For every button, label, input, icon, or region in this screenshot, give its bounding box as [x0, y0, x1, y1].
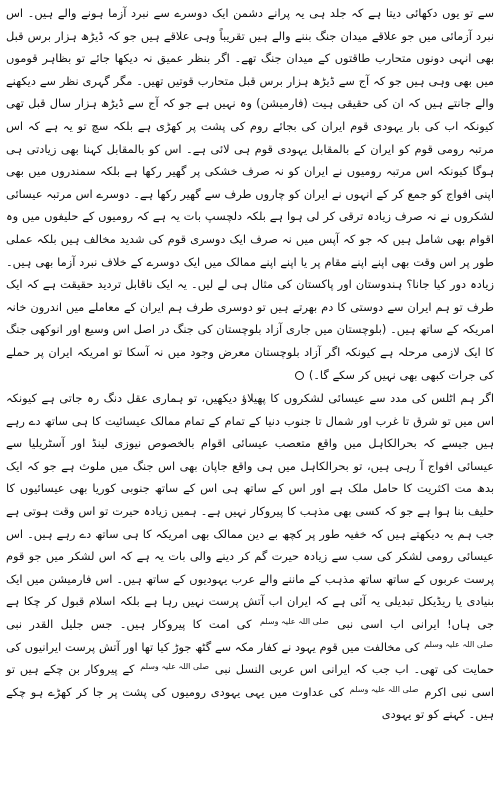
- paragraph-end-circle-icon: [295, 371, 304, 380]
- salutation-mark: صلی اللہ علیہ وسلم: [349, 684, 419, 694]
- paragraph-2: [6, 387, 494, 726]
- paragraph-2-text-part-3: کی مخالفت میں قوم یہود نے کفار مکہ سے گٹھ جوڑ کیا تھا اور آتش پرست ایرانیوں کی حمایت کی تھی۔ اب جب کہ ایرانی اس عربی النسل نبی: [6, 639, 495, 677]
- paragraph-1-text: سے تو یوں دکھائی دیتا ہے کہ جلد ہی یہ پرانے دشمن ایک دوسرے سے نبرد آزما ہونے والے ہیں۔ اس نبرد آزمائی میں جو علاقے میدان جنگ بننے والے ہیں تقریباً وہی علاقے ہیں جو کہ ڈیڑھ ہزار برس قبل بھی انہی دونوں متحارب طاقتوں کے میدان جنگ تھے۔ اگر بنظر عمیق نہ دیکھا جائے تو بظاہر قوموں میں بھی وہی ہیں جو کہ آج سے ڈیڑھ ہزار برس قبل متحارب قوتیں تھیں۔ مگر گہری نظر سے دیکھنے والے جانتے ہیں کہ ان کی حقیقی ہیت (فارمیشن) وہ نہیں ہے جو کہ آج سے ڈیڑھ ہزار سال قبل تھی کیونکہ اب کی بار یہودی قوم ایران کی بجائے روم کی پشت پر کھڑی ہے بلکہ سچ تو یہ ہے کہ اس مرتبہ رومی قوم کو ایران کے بالمقابل یہودی قوم ہی لائی ہے۔ اس کو بالمقابل کہنا بھی زیادتی ہی ہوگا کیونکہ اس مرتبہ رومیوں نے ایران کو نہ صرف خشکی پر گھیر رکھا ہے بلکہ سمندروں میں بھی اپنی افواج کو جمع کر کے انہوں نے ایران کو چاروں طرف سے گھیر رکھا ہے۔ دوسرے اس مرتبہ عیسائی لشکروں نے نہ صرف زیادہ ترقی کر لی ہوا ہے بلکہ دلچسپ بات یہ ہے کہ رومیوں کے حلیفوں میں وہ اقوام بھی شامل ہیں کہ جو کہ آپس میں نہ صرف ایک دوسری قوم کی شدید مخالف ہیں بلکہ عملی طور پر اس وقت بھی اپنے اپنے مقام پر یا اپنے اپنے ممالک میں ایک دوسرے کے خلاف نبرد آزما بھی ہیں۔ زیادہ دور کیا جانا؟ ہندوستان اور پاکستان کی مثال ہی لے لیں۔ یہ ایک ناقابل تردید حقیقت ہے کہ ایک طرف تو ہم ایران سے دوستی کا دم بھرتے ہیں تو دوسری طرف ہم ایران کے معاملے میں اندرون خانہ امریکہ کے ساتھ ہیں۔ (بلوچستان میں جاری آزاد بلوچستان کی جنگ در اصل اس وسیع اور انوکھی جنگ کا ایک لازمی مرحلہ ہے کیونکہ اگر آزاد بلوچستان معرض وجود میں نہ آسکا تو امریکہ ایران پر حملے کی جرات کبھی بھی نہیں کر سکے گا۔): [6, 6, 494, 382]
- salutation-mark: صلی اللہ علیہ وسلم: [259, 617, 329, 627]
- paragraph-2-text-part-5: کی عداوت میں یہی یہودی رومیوں کی پشت پر جا کر کھڑے ہو چکے ہیں۔ کہنے کو تو یہودی: [6, 684, 494, 722]
- paragraph-2-text-part-2: کی امت کا پیروکار ہیں۔ جس جلیل القدر نبی: [6, 617, 252, 632]
- salutation-mark: صلی اللہ علیہ وسلم: [424, 639, 493, 649]
- paragraph-1: [6, 2, 494, 386]
- paragraph-2-text-part-4: کے پیروکار بن چکے ہیں تو اسی نبی اکرم: [6, 662, 495, 699]
- paragraph-2-text-part-1: اگر ہم اٹلس کی مدد سے عیسائی لشکروں کا پھیلاؤ دیکھیں، تو ہماری عقل دنگ رہ جاتی ہے کیونکہ اس میں تو شرق تا غرب اور شمال تا جنوب دنیا کے تمام کے تمام ممالک عیسائیت کا ہی ساتھ دے رہے ہیں جیسے کہ بحرالکاہل میں واقع متعصب عیسائی اقوام بالخصوص نیوزی لینڈ اور آسٹریلیا سے عیسائی افواج آ رہی ہیں، تو بحرالکاہل میں ہی واقع جاپان بھی اس جنگ میں ملوث ہے جو کہ ایک بدھ مت اکثریت کا حامل ملک ہے اور اس کے ساتھ ہی اس کے ساتھ جنوبی کوریا بھی عیسائیوں کا حلیف بنا ہوا ہے جو کہ کسی بھی مذہب کا پیروکار نہیں ہے۔ ہمیں زیادہ حیرت تو اس وقت ہوتی ہے جب ہم یہ دیکھتے ہیں کہ خفیہ طور پر کچھ بے دین ممالک بھی امریکہ کا ہی ساتھ دے رہے ہیں۔ اس عیسائی رومی لشکر کی سب سے زیادہ حیرت گم کر دینے والی بات یہ ہے کہ اس لشکر میں جو قوم پرست عربوں کے ساتھ ساتھ مذہب کے ماننے والے عرب یہودیوں کے ساتھ ہیں۔ اس فارمیشن میں ایک بنیادی یا ریڈیکل تبدیلی یہ آئی ہے کہ ایران اب آتش پرست نہیں رہا ہے بلکہ اسلام قبول کر چکا ہے جی ہاں! ایرانی اب اسی نبی: [6, 391, 495, 632]
- salutation-mark: صلی اللہ علیہ وسلم: [140, 662, 210, 672]
